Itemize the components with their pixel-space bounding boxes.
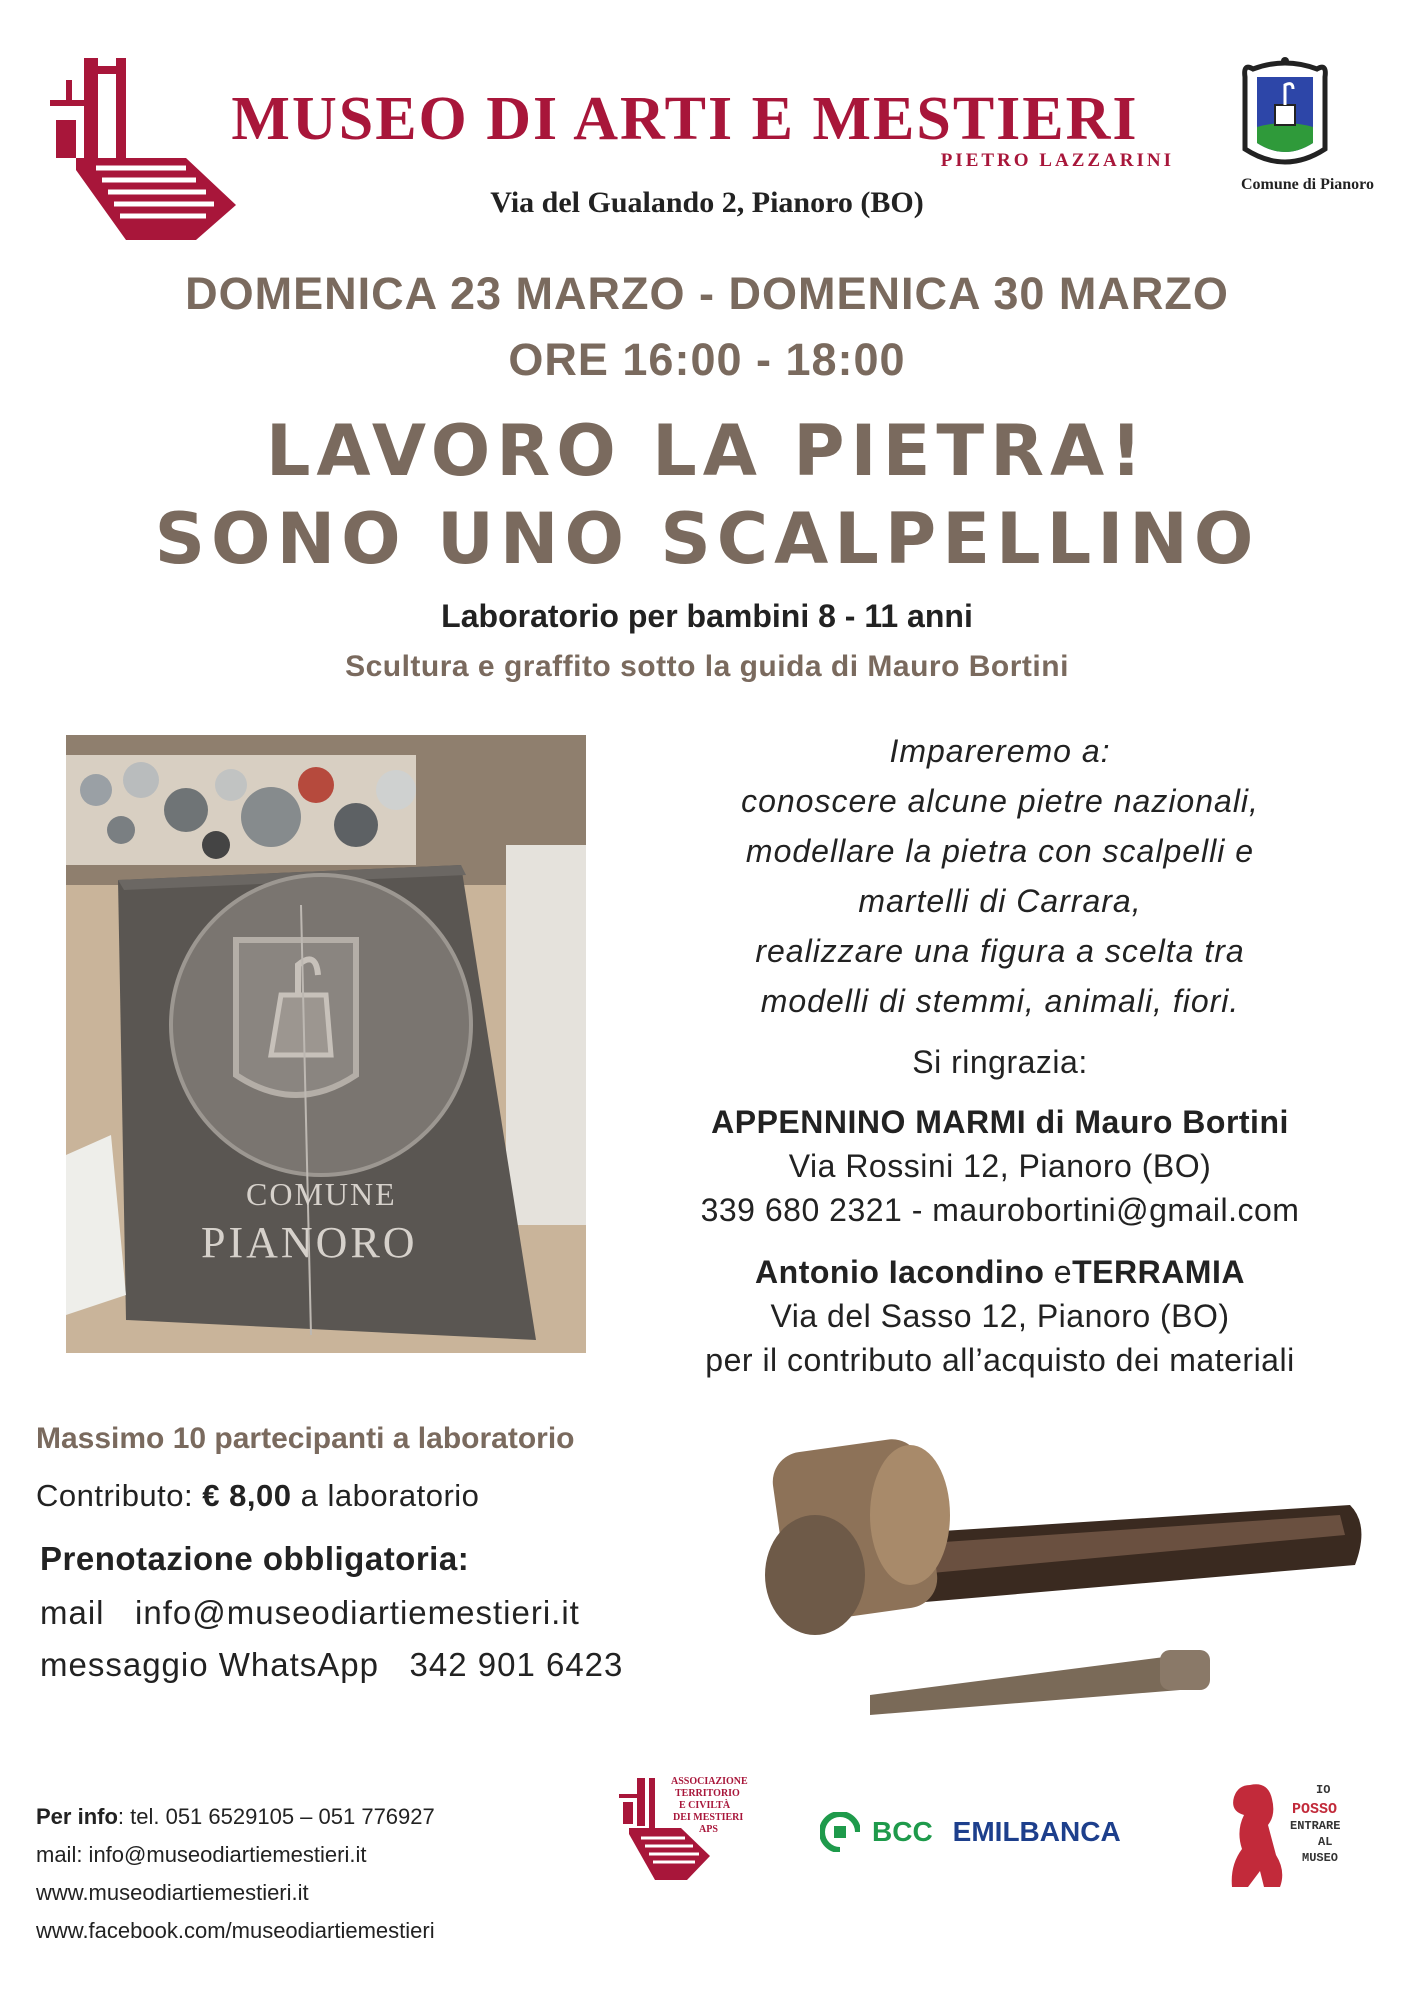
iposso-line: POSSO [1292,1801,1338,1818]
sponsor2-name-b: TERRAMIA [1072,1254,1245,1290]
learn-block [620,726,1380,1026]
info-mail[interactable]: mail: info@museodiartiemestieri.it [36,1842,367,1867]
assoc-line: APS [699,1824,718,1835]
booking-mandatory: Prenotazione obbligatoria: [40,1540,470,1577]
contribution-label: Contributo: [36,1478,194,1513]
contribution-price: € 8,00 [202,1478,292,1513]
contribution-suffix: a laboratorio [300,1478,480,1513]
max-participants: Massimo 10 partecipanti a laboratorio [36,1422,575,1455]
assoc-line: TERRITORIO [675,1788,740,1799]
sponsor2-name-e: e [1053,1254,1073,1290]
info-label: Per info [36,1804,118,1829]
learn-line: modellare la pietra con scalpelli e [745,833,1255,869]
booking-whatsapp-number[interactable]: 342 901 6423 [409,1646,624,1683]
museum-address: Via del Gualando 2, Pianoro (BO) [490,186,924,219]
sponsor2-name [620,1250,1380,1294]
sponsor2-note: per il contributo all’acquisto dei materiali [705,1342,1295,1378]
iposso-line: ENTRARE [1290,1819,1341,1833]
guide-subtitle: Scultura e graffito sotto la guida di Mauro Bortini [345,650,1069,683]
bcc-mark-icon [820,1812,860,1852]
booking-mail-link[interactable]: info@museodiartiemestieri.it [135,1594,580,1631]
carving-text-pianoro: PIANORO [201,1218,418,1267]
comune-label: Comune di Pianoro [1240,176,1374,193]
sponsor1-address: Via Rossini 12, Pianoro (BO) [788,1148,1212,1184]
booking-whatsapp-label: messaggio WhatsApp [40,1646,379,1683]
carving-text-comune: COMUNE [246,1176,397,1212]
info-facebook[interactable]: www.facebook.com/museodiartiemestieri [36,1918,435,1943]
hammer-chisel-image [760,1415,1370,1725]
learn-line: conoscere alcune pietre nazionali, [741,783,1259,819]
event-title-line1: LAVORO LA PIETRA! [265,410,1149,492]
sponsor1-name: APPENNINO MARMI di Mauro Bortini [711,1104,1289,1140]
sponsor2-address: Via del Sasso 12, Pianoro (BO) [770,1298,1230,1334]
lab-subtitle: Laboratorio per bambini 8 - 11 anni [441,598,973,634]
info-website[interactable]: www.museodiartiemestieri.it [36,1880,309,1905]
sponsor2 [620,1250,1380,1382]
museum-subtitle: PIETRO LAZZARINI [940,150,1174,171]
museum-title: MUSEO DI ARTI E MESTIERI [231,85,1139,153]
io-posso-entrare-logo [1220,1775,1370,1890]
learn-line: Impareremo a: [889,733,1111,769]
sponsor1-contact: 339 680 2321 - maurobortini@gmail.com [700,1192,1300,1228]
thanks-intro: Si ringrazia: [912,1044,1088,1080]
iposso-line: AL [1318,1835,1333,1849]
booking-mail-label: mail [40,1594,105,1631]
contribution [36,1478,479,1514]
iposso-line: IO [1316,1783,1331,1797]
sponsor1 [620,1100,1380,1232]
iposso-line: MUSEO [1302,1851,1339,1865]
assoc-line: ASSOCIAZIONE [671,1776,748,1787]
info-phone-value: : tel. 051 6529105 – 051 776927 [117,1804,435,1829]
comune-crest-icon [1235,55,1335,173]
booking-mail [40,1594,580,1632]
booking-whatsapp [40,1646,623,1684]
stone-carving-photo [66,735,586,1353]
bcc-emilbanca-logo [820,1812,1121,1852]
learn-line: realizzare una figura a scelta tra [755,933,1245,969]
event-title-line2: SONO UNO SCALPELLINO [154,498,1260,580]
assoc-line: E CIVILTÀ [679,1800,731,1811]
assoc-line: DEI MESTIERI [673,1812,744,1823]
learn-line: modelli di stemmi, animali, fiori. [760,983,1240,1019]
association-logo [615,1772,785,1882]
learn-line: martelli di Carrara, [858,883,1142,919]
sponsor2-name-a: Antonio Iacondino [755,1254,1045,1290]
event-hours: ORE 16:00 - 18:00 [508,334,906,385]
bcc-label: BCC [872,1816,933,1847]
event-dates: DOMENICA 23 MARZO - DOMENICA 30 MARZO [185,268,1229,319]
emilbanca-label: EMILBANCA [952,1816,1121,1847]
info-phone [36,1798,435,1836]
